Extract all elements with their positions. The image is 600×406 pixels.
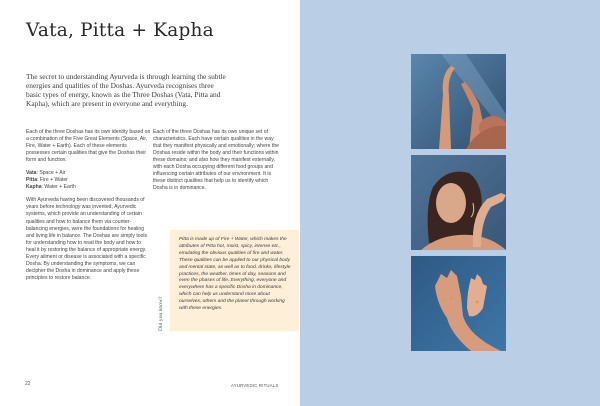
dosha-element-kapha — [26, 184, 152, 191]
right-page — [300, 0, 600, 406]
dosha-elements: : Water + Earth — [41, 184, 76, 191]
body-paragraph: With Ayurveda having been discovered thousands of years before technology was invented, Ayurvedic systems, which provide an understanding of certain qualities and how to balance them via counter-balancing energies, were the foundations for healing and living life in balance. The Doshas are simply tools for understanding how to read the body and how to heal it by restoring the balance of appropriate energy. Every ailment or disease is associated with a specific Dosha. By understanding the symptoms, we can decipher the Dosha in dominance and apply these principles to restore balance. — [26, 197, 148, 281]
body-column-left — [26, 129, 152, 288]
intro-paragraph: The secret to understanding Ayurveda is through learning the subtle energies and qualities of the Doshas. Ayurveda recognises three basic types of energy, known as the Three Doshas (Vata, Pitta and Kapha), which are present in everyone and everything. — [26, 72, 226, 108]
callout-text: Pitta is made up of Fire + Water, which makes the attributes of Pitta hot, moist, spicy, intense etc., emulating the obvious qualities of fire and water. These qualities can be applied to our physical body and mental state, as well as to food, drinks, lifestyle practices, the weather, times of day, seasons and even the phases of life. Everything, everyone and everywhere has a specific Dosha in dominance, which can help us understand more about ourselves, others and the planet through working with these energies. — [179, 237, 291, 312]
dosha-name: Kapha — [26, 184, 42, 191]
did-you-know-callout — [170, 230, 299, 331]
dosha-name: Vata — [26, 170, 37, 177]
crossed-hands-image — [411, 256, 506, 351]
crossed-hands-photo — [411, 256, 506, 351]
callout-label: Did you know? — [158, 296, 164, 331]
running-footer: AYURVEDIC RITUALS — [231, 383, 279, 388]
body-paragraph: Each of the three Doshas has its own identity based on a combination of the Five Great Elements (Space, Air, Fire, Water + Earth). Each of these elements possesses certain qualities that give the Doshas their form and function. — [26, 129, 151, 164]
dosha-element-pitta — [26, 177, 152, 184]
raised-hands-photo — [411, 54, 506, 149]
body-column-right — [153, 129, 283, 198]
body-paragraph: Each of the three Doshas has its own unique set of characteristics. Each have certain qualities in the way that they manifest physically and emotionally; where the Doshas reside within the body and their functions within these domains; and also how they manifest externally, with each Dosha occupying different food groups and influencing certain attributes of our environment. It is these distinct qualities that help us to identify which Dosha is in dominance. — [153, 129, 279, 192]
dosha-elements: : Fire + Water — [37, 177, 68, 184]
woman-portrait-photo — [411, 155, 506, 250]
dosha-element-vata — [26, 170, 152, 177]
dosha-elements: : Space + Air — [36, 170, 66, 177]
page-number: 22 — [25, 381, 31, 387]
dosha-elements-list — [26, 170, 152, 191]
woman-portrait-image — [411, 155, 506, 250]
page-title: Vata, Pitta + Kapha — [26, 20, 214, 41]
dosha-name: Pitta — [26, 177, 38, 184]
raised-hands-image — [411, 54, 506, 149]
